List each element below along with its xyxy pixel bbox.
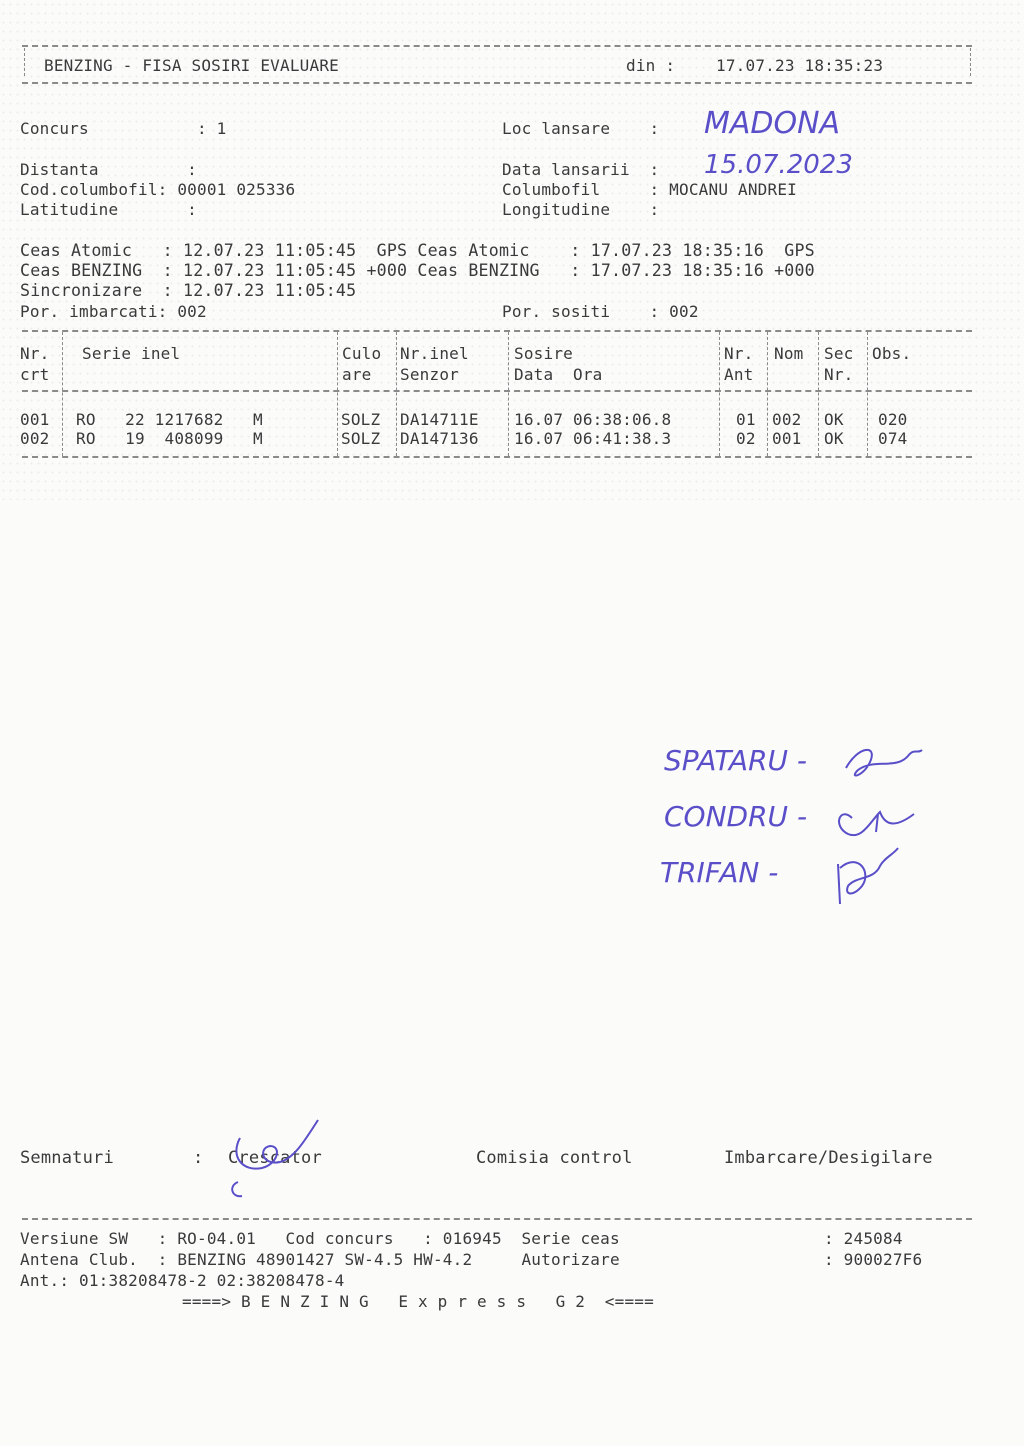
semnaturi-label: Semnaturi xyxy=(20,1148,114,1168)
th-senzor: Senzor xyxy=(400,365,459,384)
din-value: 17.07.23 18:35:23 xyxy=(716,56,884,75)
table-top-rule xyxy=(22,330,972,332)
cell-culoare: SOLZ xyxy=(341,410,381,429)
th-are: are xyxy=(342,365,372,384)
th-nr: Nr. xyxy=(20,344,50,363)
crescator-label: Crescator xyxy=(228,1148,322,1168)
cell-nr-crt: 002 xyxy=(20,429,50,448)
table-col-divider xyxy=(508,332,509,456)
document-title: BENZING - FISA SOSIRI EVALUARE xyxy=(44,56,339,75)
th-nom: Nom xyxy=(774,344,804,363)
antena-club-line: Antena Club. : BENZING 48901427 SW-4.5 HW-4.2 Autorizare xyxy=(20,1250,620,1269)
antena-line: Ant.: 01:38208478-2 02:38208478-4 xyxy=(20,1271,345,1290)
columbofil-field: Columbofil : MOCANU ANDREI xyxy=(502,180,797,199)
table-col-divider xyxy=(337,332,338,456)
cell-sec: OK xyxy=(824,410,844,429)
th-nr-inel: Nr.inel xyxy=(400,344,469,363)
ceas-benzing-line: Ceas BENZING : 12.07.23 11:05:45 +000 Ceas BENZING : 17.07.23 18:35:16 +000 xyxy=(20,261,815,280)
cell-culoare: SOLZ xyxy=(341,429,381,448)
th-sec: Sec xyxy=(824,344,854,363)
handwritten-note-2: CONDRU - xyxy=(664,800,808,833)
cell-obs: 020 xyxy=(878,410,908,429)
serie-ceas-value: : 245084 xyxy=(824,1229,903,1248)
footer-rule xyxy=(22,1218,972,1220)
cell-nr-ant: 02 xyxy=(736,429,756,448)
signature-scribble xyxy=(838,848,898,904)
handwritten-note-1: SPATARU - xyxy=(664,744,808,777)
header-top-rule xyxy=(22,45,972,47)
cell-sosire: 16.07 06:41:38.3 xyxy=(514,429,672,448)
cell-sec: OK xyxy=(824,429,844,448)
header-bottom-rule xyxy=(22,82,972,84)
table-col-divider xyxy=(767,332,768,456)
th-nr-ant: Nr. xyxy=(724,344,754,363)
loc-lansare-handwritten: MADONA xyxy=(704,106,841,141)
autorizare-value: : 900027F6 xyxy=(824,1250,923,1269)
signature-scribble xyxy=(232,1120,318,1196)
table-col-divider xyxy=(867,332,868,456)
cell-nom: 001 xyxy=(772,429,802,448)
cell-serie-inel: RO 19 408099 M xyxy=(76,429,263,448)
cell-nr-ant: 01 xyxy=(736,410,756,429)
cell-serie-inel: RO 22 1217682 M xyxy=(76,410,263,429)
cell-obs: 074 xyxy=(878,429,908,448)
din-label: din : xyxy=(626,56,676,75)
cell-sosire: 16.07 06:38:06.8 xyxy=(514,410,672,429)
table-bottom-rule xyxy=(22,456,972,458)
th-sosire: Sosire xyxy=(514,344,573,363)
concurs-field: Concurs : 1 xyxy=(20,119,227,138)
data-lansarii-handwritten: 15.07.2023 xyxy=(704,150,853,180)
ceas-atomic-line: Ceas Atomic : 12.07.23 11:05:45 GPS Ceas Atomic : 17.07.23 18:35:16 GPS xyxy=(20,241,815,260)
cell-nr-inel-senzor: DA147136 xyxy=(400,429,479,448)
commission-signatures xyxy=(818,736,948,916)
loc-lansare-field: Loc lansare : xyxy=(502,119,660,138)
table-header-rule xyxy=(22,390,972,392)
semnaturi-colon: : xyxy=(193,1148,204,1168)
th-culoare: Culo xyxy=(342,344,382,363)
table-col-divider xyxy=(62,332,63,456)
crescator-signature xyxy=(222,1116,332,1206)
signature-scribble xyxy=(846,750,922,776)
th-sec-nr: Nr. xyxy=(824,365,854,384)
cell-nom: 002 xyxy=(772,410,802,429)
th-data-ora: Data Ora xyxy=(514,365,603,384)
data-lansarii-field: Data lansarii : xyxy=(502,160,660,179)
distanta-field: Distanta : xyxy=(20,160,197,179)
handwritten-note-3: TRIFAN - xyxy=(660,856,779,889)
comisia-control-label: Comisia control xyxy=(476,1148,633,1168)
sincronizare-line: Sincronizare : 12.07.23 11:05:45 xyxy=(20,281,357,300)
table-col-divider xyxy=(396,332,397,456)
por-imbarcati-field: Por. imbarcati: 002 xyxy=(20,302,207,321)
th-serie-inel: Serie inel xyxy=(82,344,181,363)
th-crt: crt xyxy=(20,365,50,384)
th-ant: Ant xyxy=(724,365,754,384)
cod-columbofil-field: Cod.columbofil: 00001 025336 xyxy=(20,180,296,199)
th-obs: Obs. xyxy=(872,344,912,363)
table-col-divider xyxy=(719,332,720,456)
latitudine-field: Latitudine : xyxy=(20,200,197,219)
por-sositi-field: Por. sositi : 002 xyxy=(502,302,699,321)
imbarcare-desigilare-label: Imbarcare/Desigilare xyxy=(724,1148,933,1168)
table-col-divider xyxy=(818,332,819,456)
benzing-express-banner: ====> B E N Z I N G E x p r e s s G 2 <==== xyxy=(182,1292,654,1311)
header-left-bar xyxy=(24,48,25,76)
signature-scribble xyxy=(839,812,914,835)
versiune-sw-line: Versiune SW : RO-04.01 Cod concurs : 016945 Serie ceas xyxy=(20,1229,620,1248)
header-right-bar xyxy=(970,48,971,76)
cell-nr-crt: 001 xyxy=(20,410,50,429)
longitudine-field: Longitudine : xyxy=(502,200,660,219)
cell-nr-inel-senzor: DA14711E xyxy=(400,410,479,429)
